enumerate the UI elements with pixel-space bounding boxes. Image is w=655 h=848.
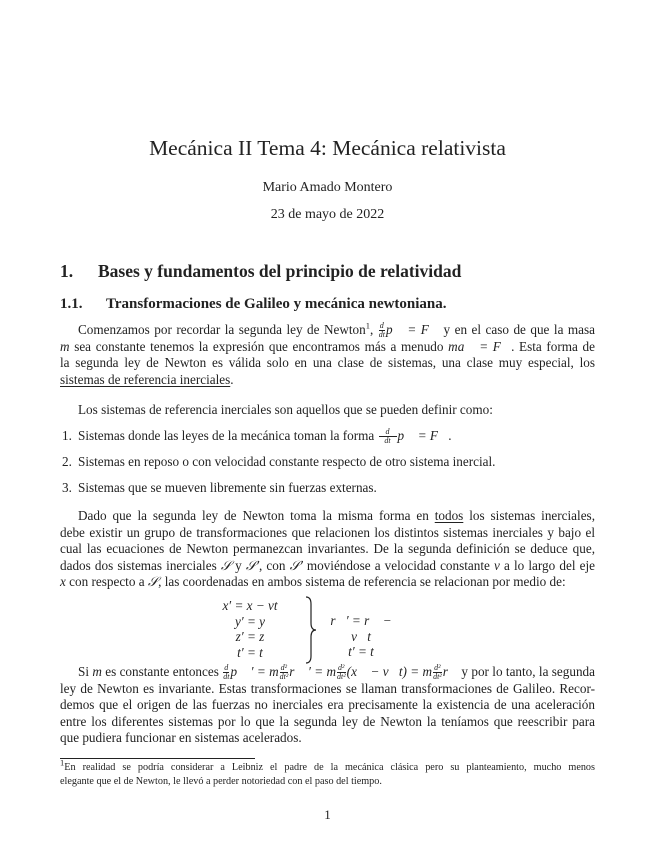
text-line — [60, 508, 595, 525]
text: Comenzamos por recordar la segunda ley de Newton — [78, 322, 366, 337]
text: entre los diferentes sistemas por lo que la segunda ley de Newton la teníamos que reescribir para — [60, 713, 595, 729]
fraction-denominator: dt — [384, 436, 391, 446]
underlined-text: todos — [434, 508, 464, 523]
subsection-heading — [60, 296, 447, 313]
equation: r⃗′ = r⃗ − v⃗t — [330, 613, 392, 644]
right-brace-icon — [304, 596, 318, 664]
text: y en el caso de que la masa — [439, 322, 595, 337]
math: m — [60, 338, 70, 354]
math: r⃗ ′ = m — [289, 664, 337, 679]
text: sea constante tenemos la expresión que encontramos más a menudo — [69, 338, 449, 354]
fraction — [379, 428, 397, 445]
text: . — [230, 371, 234, 387]
section-number: 1. — [60, 261, 74, 281]
page-number: 1 — [324, 807, 331, 822]
equation: y′ = y — [234, 613, 266, 629]
fraction-numerator: d² — [338, 663, 345, 673]
text-line — [60, 558, 595, 575]
paragraph-newton-law — [60, 322, 595, 388]
fraction-denominator: dt — [223, 672, 230, 682]
fraction-numerator: d — [379, 428, 397, 437]
subsection-title: Transformaciones de Galileo y mecánica newtoniana. — [106, 296, 447, 312]
fraction-denominator: dt² — [337, 672, 346, 682]
text: , con — [259, 557, 290, 573]
author: Mario Amado Montero — [262, 180, 393, 195]
text-line — [60, 339, 595, 356]
text-line — [60, 664, 595, 681]
math: ma⃗ = F⃗ — [448, 338, 512, 354]
subsection-number: 1.1. — [60, 296, 83, 312]
footnote-marker: 1 — [365, 320, 370, 331]
text: . Esta forma de — [511, 338, 595, 354]
text: cual las ecuaciones de Newton permanezcan invariantes. De la segunda definición se deduce que, — [60, 541, 595, 557]
math: 𝒮 — [220, 557, 232, 573]
text-line — [60, 322, 595, 339]
text-line — [60, 697, 595, 714]
text-line — [60, 681, 595, 698]
fraction-numerator: d — [224, 663, 229, 673]
text: elegante que el de Newton, le llevó a perder notoriedad con el paso del tiempo. — [60, 775, 382, 787]
math: p⃗ ′ = m — [230, 664, 279, 679]
text: los sistemas inerciales, — [463, 508, 595, 523]
math: (x⃗ − v⃗t) = m — [346, 664, 433, 679]
text: Dado que la segunda ley de Newton toma la misma forma en — [78, 508, 435, 523]
paragraph-galileo-intro — [60, 508, 595, 591]
footnote — [60, 757, 595, 788]
equation: x′ = x − vt — [222, 598, 278, 613]
fraction — [280, 664, 289, 681]
fraction-denominator: dt² — [279, 672, 289, 682]
math: p⃗ = F⃗ — [397, 428, 449, 443]
fraction-numerator: d — [379, 321, 384, 331]
text: dados dos sistemas inerciales — [60, 557, 221, 573]
text: moviéndose a velocidad constante — [302, 557, 495, 573]
text: , las coordenadas en ambos sistema de referencia se relacionan por medio de: — [158, 574, 566, 590]
text: demos que el origen de las fuerzas no inerciales era precisamente la existencia de una aceleración — [60, 697, 595, 713]
text-line — [60, 541, 595, 558]
text: , — [369, 322, 378, 337]
math: p⃗ = F⃗ — [385, 322, 440, 337]
text: Si — [78, 664, 93, 679]
paragraph-intro-list — [60, 402, 595, 419]
text-line — [60, 775, 595, 789]
section-title: Bases y fundamentos del principio de relatividad — [98, 261, 462, 281]
footnote-marker: 1 — [60, 757, 65, 768]
text: . — [448, 428, 452, 443]
list-number: 3. — [62, 480, 72, 495]
fraction-denominator: dt² — [433, 672, 442, 682]
fraction — [337, 664, 346, 681]
fraction — [379, 322, 385, 339]
list-number: 1. — [62, 428, 72, 443]
equations-components — [210, 598, 290, 660]
text-line — [60, 757, 595, 775]
equation: t′ = t — [348, 644, 374, 659]
text: y por lo tanto, la segunda — [458, 664, 595, 679]
paragraph-invariance — [60, 664, 595, 747]
section-heading — [60, 261, 461, 282]
equations-vector — [326, 613, 396, 660]
text: es constante entonces — [101, 664, 223, 679]
underlined-text: sistemas de referencia inerciales — [60, 371, 231, 387]
list-number: 2. — [62, 454, 72, 469]
math: v — [494, 557, 500, 573]
math: m — [92, 664, 102, 679]
text-line — [60, 730, 595, 747]
text: con respecto a — [65, 574, 148, 590]
footnote-rule — [60, 758, 255, 759]
math: r⃗ — [442, 664, 459, 679]
text-line — [60, 355, 595, 372]
text-line — [60, 574, 595, 591]
math: 𝒮 — [147, 574, 159, 590]
text-line: Los sistemas de referencia inerciales son aquellos que se pueden definir como: — [78, 402, 493, 417]
equation: z′ = z — [235, 629, 265, 644]
text-line — [60, 372, 595, 389]
list-item-2 — [62, 454, 495, 470]
math: 𝒮′ — [289, 557, 303, 573]
text-line — [60, 714, 595, 731]
list-item-1 — [62, 428, 452, 445]
text: Sistemas en reposo o con velocidad constante respecto de otro sistema inercial. — [78, 454, 496, 469]
list-item-3 — [62, 480, 377, 496]
text: que pudiera funcionar en sistemas acelerados. — [60, 730, 302, 746]
text: ley de Newton es invariante. Estas transformaciones se llaman transformaciones de Galileo. Recor- — [60, 680, 595, 696]
fraction — [223, 664, 229, 681]
document-title: Mecánica II Tema 4: Mecánica relativista — [149, 136, 506, 160]
equation: t′ = t — [237, 644, 263, 660]
fraction — [433, 664, 442, 681]
fraction-numerator: d² — [434, 663, 441, 673]
text: la segunda ley de Newton es válida solo en una clase de sistemas, una clase muy especial, los — [60, 355, 595, 371]
date: 23 de mayo de 2022 — [270, 207, 385, 222]
text: Sistemas que se mueven libremente sin fuerzas externas. — [78, 480, 377, 495]
text: Sistemas donde las leyes de la mecánica toman la forma — [78, 428, 378, 443]
math: 𝒮′ — [245, 557, 259, 573]
text: En realidad se podría considerar a Leibniz el padre de la mecánica clásica pero su planteamiento, mucho menos — [64, 762, 595, 773]
math: x — [60, 574, 66, 590]
text-line — [60, 525, 595, 542]
fraction-numerator: d² — [280, 663, 288, 673]
text: debe existir un grupo de transformaciones que relacionen los distintos sistemas inerciales y bajo el — [60, 524, 595, 540]
fraction-denominator: dt — [378, 330, 385, 340]
text: y — [231, 557, 246, 573]
text: a lo largo del eje — [499, 557, 595, 573]
